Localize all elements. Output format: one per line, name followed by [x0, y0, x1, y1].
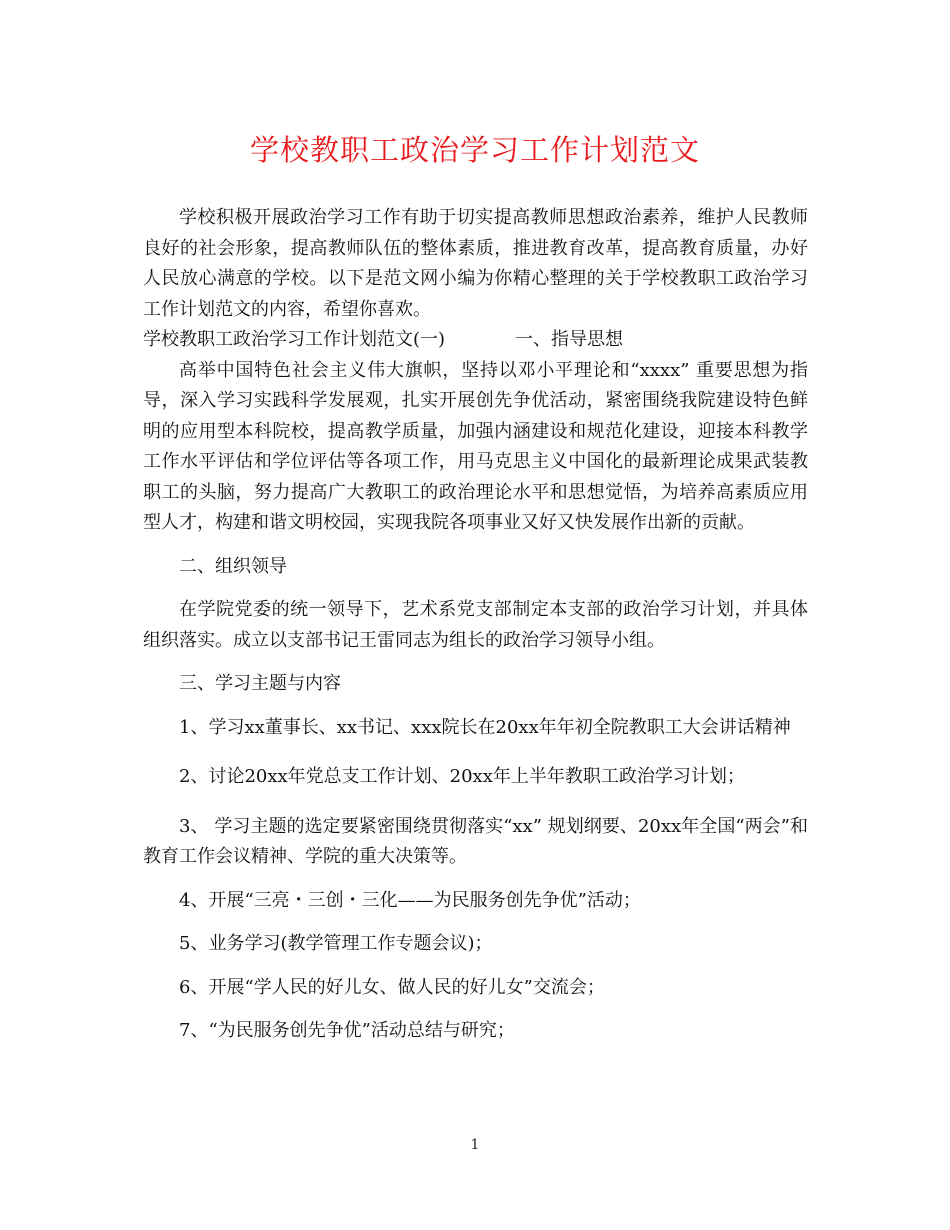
list-item: 4、开展“三亮・三创・三化——为民服务创先争优”活动；	[179, 889, 641, 911]
section-title: 学校教职工政治学习工作计划范文(一)	[143, 329, 446, 350]
page-number: 1	[470, 1137, 480, 1153]
heading-guiding-ideology: 一、指导思想	[515, 329, 624, 350]
list-item: 3、 学习主题的选定要紧密围绕贯彻落实“xx” 规划纲要、20xx年全国“两会”和教育工作会议精神、学院的重大决策等。	[143, 815, 808, 867]
section-title-line	[143, 325, 808, 356]
list-item: 6、开展“学人民的好儿女、做人民的好儿女”交流会；	[179, 976, 605, 998]
heading-organization: 二、组织领导	[179, 555, 287, 577]
document-body	[143, 203, 808, 1047]
list-item: 5、业务学习(教学管理工作专题会议)；	[179, 933, 493, 954]
organization-paragraph: 在学院党委的统一领导下，艺术系党支部制定本支部的政治学习计划，并具体组织落实。成立以支部书记王雷同志为组长的政治学习领导小组。	[143, 599, 808, 651]
document-title: 学校教职工政治学习工作计划范文	[249, 133, 700, 167]
list-item: 2、讨论20xx年党总支工作计划、20xx年上半年教职工政治学习计划；	[179, 766, 745, 787]
list-item: 1、学习xx董事长、xx书记、xxx院长在20xx年年初全院教职工大会讲话精神	[179, 716, 791, 738]
guiding-ideology-paragraph: 高举中国特色社会主义伟大旗帜，坚持以邓小平理论和“xxxx” 重要思想为指导，深入学习实践科学发展观，扎实开展创先争优活动，紧密围绕我院建设特色鲜明的应用型本科院校，提高教学质量，加强内涵建设和规范化建设，迎接本科教学工作水平评估和学位评估等各项工作，用马克思主义中国化的最新理论成果武装教职工的头脑，努力提高广大教职工的政治理论水平和思想觉悟，为培养高素质应用型人才，构建和谐文明校园，实现我院各项事业又好又快发展作出新的贡献。	[143, 359, 808, 533]
list-item: 7、“为民服务创先争优”活动总结与研究；	[179, 1020, 515, 1041]
heading-study-topics: 三、学习主题与内容	[179, 673, 341, 694]
intro-paragraph: 学校积极开展政治学习工作有助于切实提高教师思想政治素养，维护人民教师良好的社会形象，提高教师队伍的整体素质，推进教育改革，提高教育质量，办好人民放心满意的学校。以下是范文网小编为你精心整理的关于学校教职工政治学习工作计划范文的内容，希望你喜欢。	[143, 207, 808, 320]
